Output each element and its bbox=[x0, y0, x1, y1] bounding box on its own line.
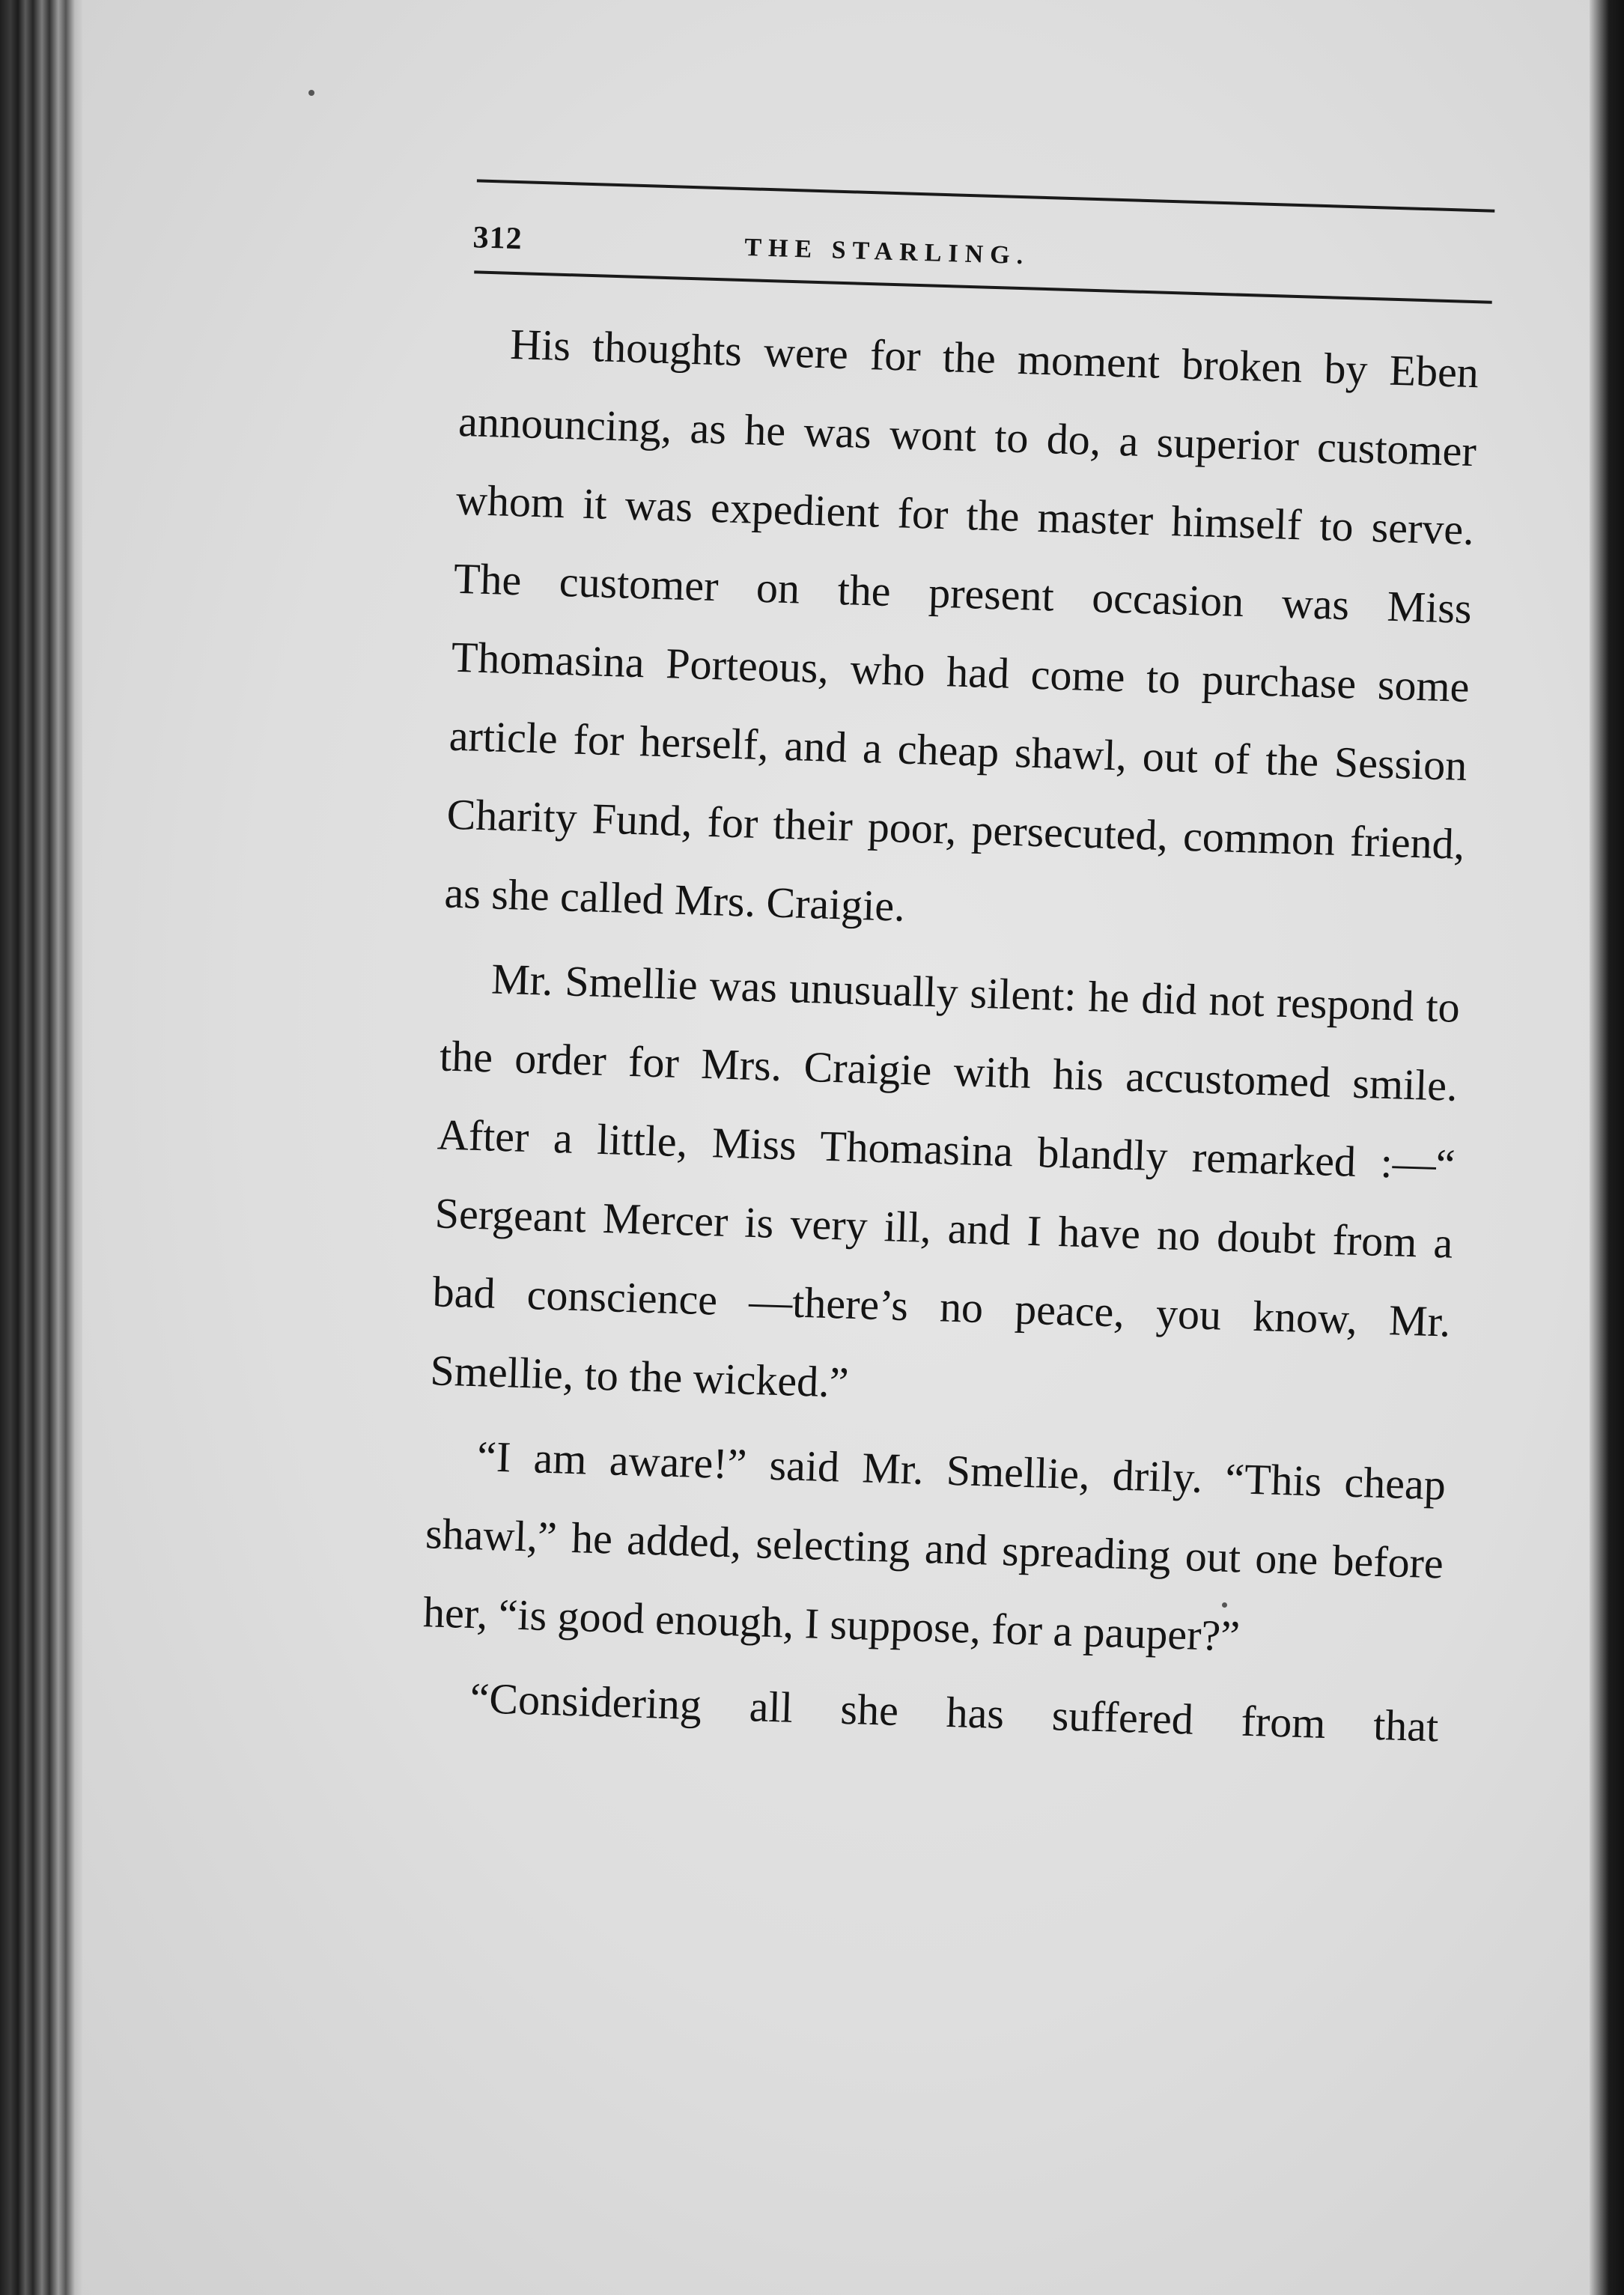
running-title: THE STARLING. bbox=[743, 234, 1030, 270]
paragraph: “I am aware!” said Mr. Smellie, drily. “This cheap shawl,” he added, selecting and spreading out one before her, “is good enough, I suppose, for a pauper?” bbox=[422, 1432, 1447, 1661]
page-number: 312 bbox=[472, 220, 523, 257]
body-text bbox=[419, 303, 1479, 1766]
paragraph: “Considering all she has suffered from that bbox=[469, 1674, 1440, 1751]
printed-area bbox=[344, 177, 1498, 1772]
paragraph: His thoughts were for the moment broken by Eben announcing, as he was wont to do, a superior customer whom it was expedient for the master himself to serve. The customer on the present occasion was Miss Thomasina Porteous, who had come to purchase some article for herself, and a cheap shawl, out of the Session Charity Fund, for their poor, persecuted, common friend, as she called Mrs. Craigie. bbox=[443, 319, 1479, 931]
running-head bbox=[388, 180, 1498, 301]
paragraph: Mr. Smellie was unusually silent: he did not respond to the order for Mrs. Craigie with his accustomed smile. After a little, Miss Thomasina blandly remarked :—“ Sergeant Mercer is very ill, and I have no doubt from a bad conscience —there’s no peace, you know, Mr. Smellie, to the wicked.” bbox=[429, 954, 1461, 1407]
paper bbox=[69, 0, 1596, 2295]
ink-speck bbox=[308, 90, 314, 96]
book-binding-edge bbox=[0, 0, 82, 2295]
scan-border bbox=[1590, 0, 1624, 2295]
